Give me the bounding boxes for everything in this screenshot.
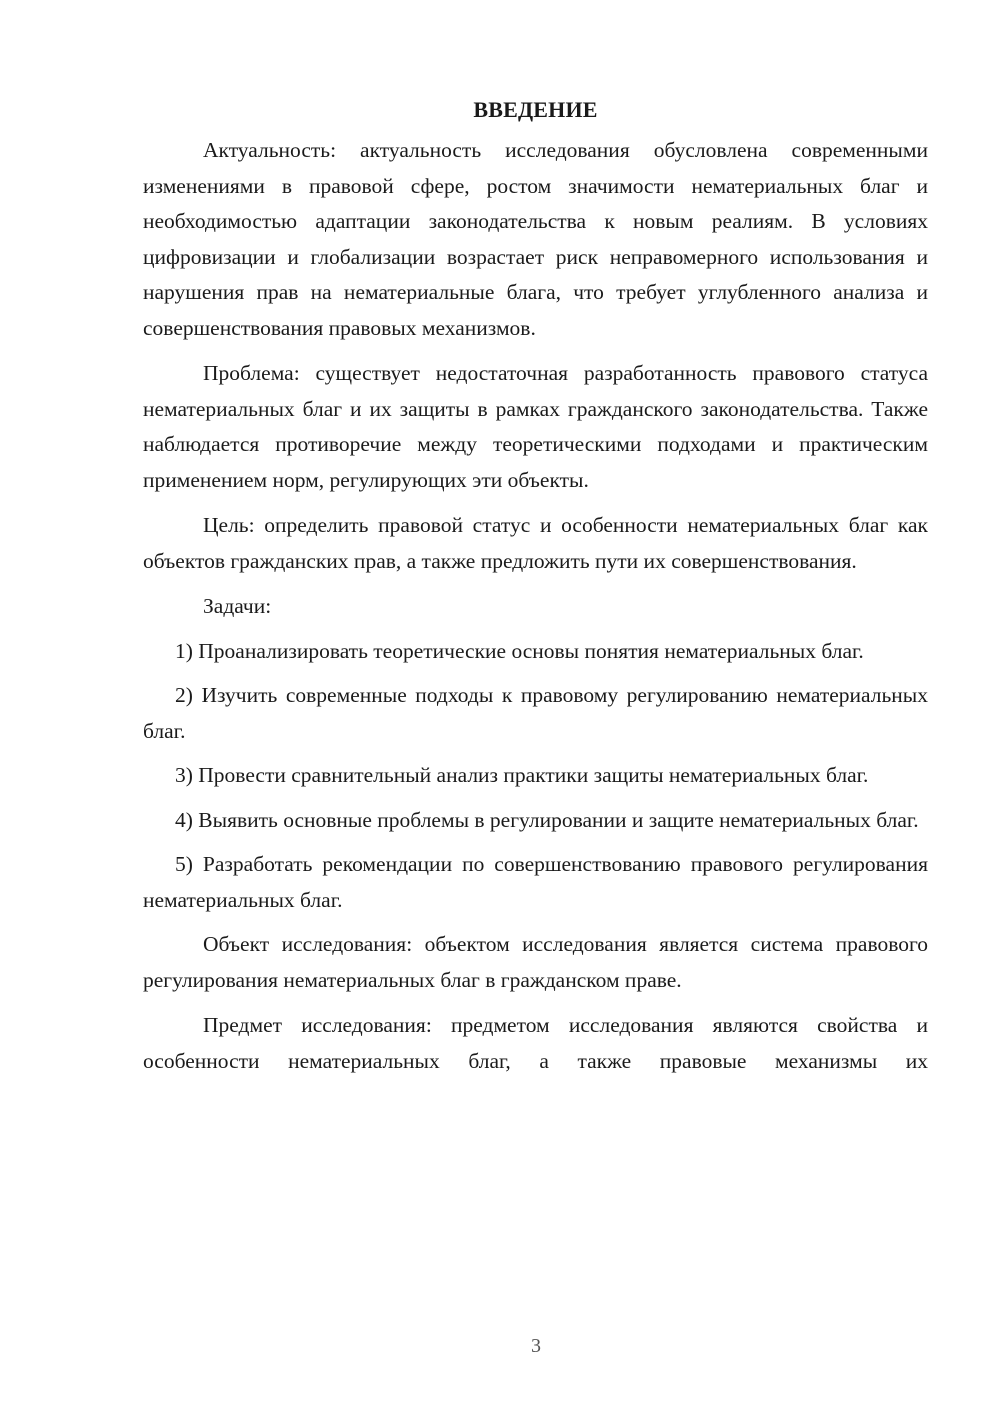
task-item: 5) Разработать рекомендации по совершенствованию правового регулирования нематериальных благ. [143, 852, 928, 912]
task-item: 3) Провести сравнительный анализ практики защиты нематериальных благ. [175, 763, 869, 787]
paragraph-relevance: Актуальность: актуальность исследования обусловлена современными изменениями в правовой сфере, ростом значимости нематериальных благ и необходимостью адаптации законодательства к новым реалиям. В условиях цифровизации и глобализации возрастает риск неправомерного использования и нарушения прав на нематериальные блага, что требует углубленного анализа и совершенствования правовых механизмов. [143, 138, 928, 340]
paragraph-subject: Предмет исследования: предметом исследования являются свойства и особенности нематериальных благ, а также правовые механизмы их [143, 1013, 928, 1073]
task-item: 1) Проанализировать теоретические основы понятия нематериальных благ. [175, 638, 864, 663]
page-title: ВВЕДЕНИЕ [473, 97, 598, 122]
task-item: 2) Изучить современные подходы к правовому регулированию нематериальных благ. [143, 683, 928, 743]
task-item: 4) Выявить основные проблемы в регулировании и защите нематериальных благ. [175, 807, 919, 832]
tasks-label: Задачи: [203, 594, 272, 618]
paragraph-object: Объект исследования: объектом исследования является система правового регулирования нематериальных благ в гражданском праве. [143, 932, 928, 992]
page-number: 3 [531, 1335, 541, 1357]
paragraph-problem: Проблема: существует недостаточная разработанность правового статуса нематериальных благ и их защиты в рамках гражданского законодательства. Также наблюдается противоречие между теоретическими подходами и практическим применением норм, регулирующих эти объекты. [143, 361, 928, 492]
document-page [143, 92, 928, 1089]
paragraph-goal: Цель: определить правовой статус и особенности нематериальных благ как объектов гражданских прав, а также предложить пути их совершенствования. [143, 513, 928, 573]
